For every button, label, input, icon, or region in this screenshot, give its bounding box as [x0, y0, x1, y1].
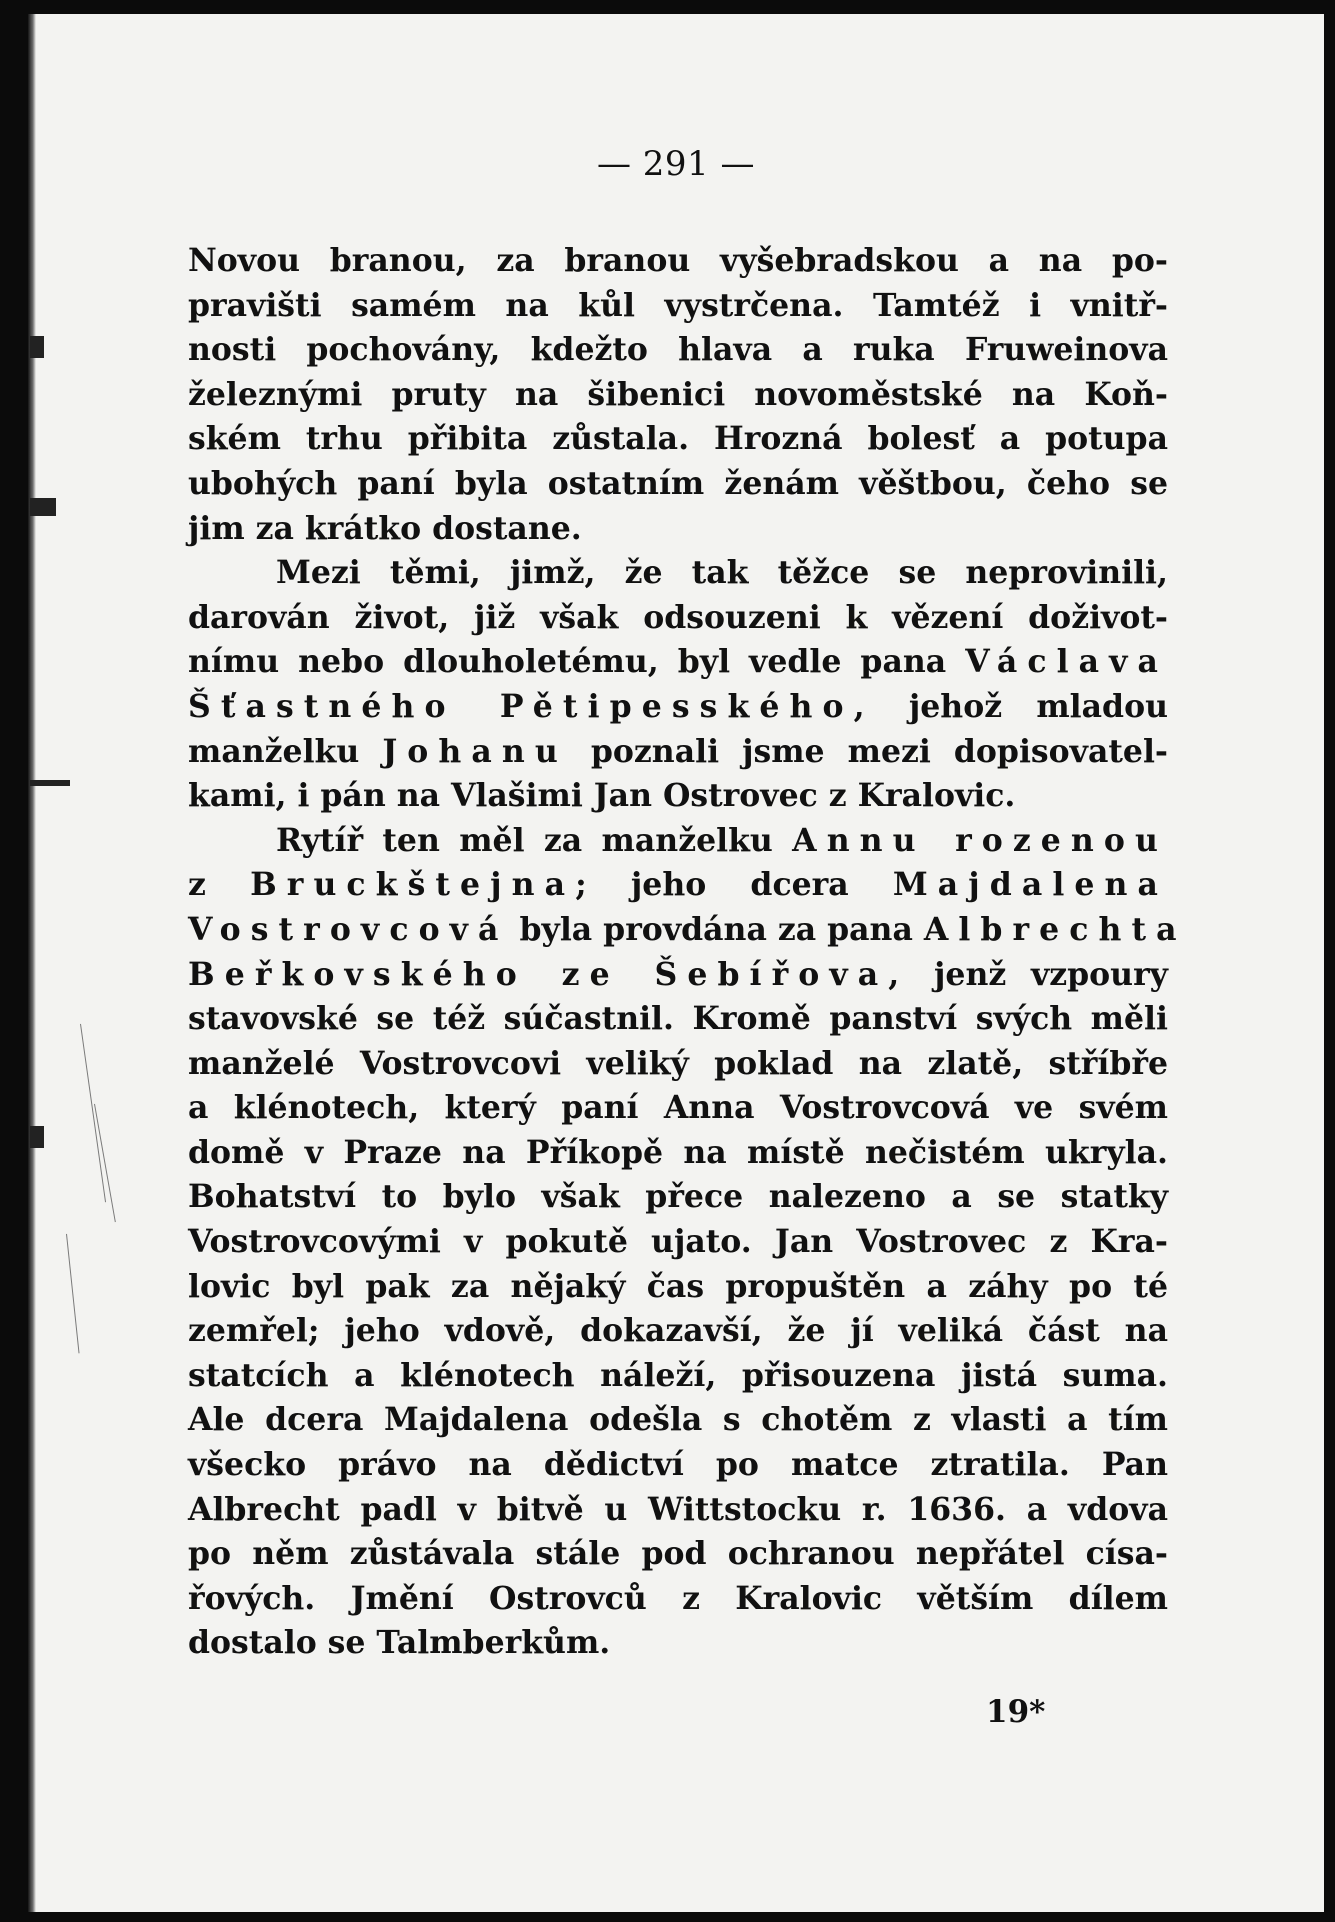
spaced-name: Vostrovcová: [188, 910, 509, 948]
spaced-name: Václava: [965, 643, 1168, 681]
text-segment: Vostrovcovými v pokutě ujato. Jan Vostrovec z Kra-: [188, 1223, 1168, 1261]
text-line: [188, 819, 1168, 864]
text-segment: domě v Praze na Příkopě na místě nečistém ukryla.: [188, 1133, 1168, 1171]
text-line: [188, 284, 1168, 329]
text-line: [188, 1354, 1168, 1399]
spaced-name: Johanu: [382, 732, 568, 770]
spaced-name: Beřkovského ze Šebířova,: [188, 955, 910, 993]
text-segment: nosti pochovány, kdežto hlava a ruka Fruweinova: [188, 331, 1168, 369]
text-segment: Novou branou, za branou vyšebradskou a na po-: [188, 242, 1168, 279]
spaced-name: Šťastného Pětipesského,: [188, 687, 875, 725]
text-line: [188, 1621, 1168, 1666]
text-segment: ském trhu přibita zůstala. Hrozná bolesť a potupa: [188, 420, 1168, 458]
text-line: [188, 997, 1168, 1042]
text-line: [188, 953, 1168, 998]
text-line: [188, 373, 1168, 418]
spaced-name: Majdalena: [892, 866, 1168, 904]
margin-scratch: [80, 1024, 106, 1202]
text-segment: ; jeho dcera: [575, 866, 893, 904]
text-line: [188, 1309, 1168, 1354]
text-segment: řových. Jmění Ostrovců z Kralovic větším dílem: [188, 1579, 1168, 1617]
text-segment: kami, i pán na Vlašimi Jan Ostrovec z Kralovic.: [188, 777, 1016, 815]
signature-mark: 19*: [986, 1694, 1046, 1730]
text-segment: Bohatství to bylo však přece nalezeno a se statky: [188, 1178, 1168, 1216]
text-line: [188, 1086, 1168, 1131]
text-line: [188, 551, 1168, 596]
text-segment: z: [188, 866, 251, 904]
text-segment: po něm zůstávala stále pod ochranou nepřátel císa-: [188, 1535, 1168, 1573]
text-line: [188, 239, 1168, 284]
text-line: [188, 1042, 1168, 1087]
page-number-header: — 291 —: [596, 144, 755, 184]
margin-mark: [30, 780, 70, 786]
text-line: [188, 1488, 1168, 1533]
text-segment: darován život, již však odsouzeni k vězení doživot-: [188, 598, 1168, 636]
text-line: [188, 685, 1168, 730]
text-line: [188, 640, 1168, 685]
text-segment: lovic byl pak za nějaký čas propuštěn a záhy po té: [188, 1267, 1168, 1305]
text-line: [188, 417, 1168, 462]
text-line: [188, 1577, 1168, 1622]
spaced-name: Annu rozenou: [792, 821, 1168, 859]
page-spine-shadow: [28, 14, 36, 1912]
text-segment: nímu nebo dlouholetému, byl vedle pana: [188, 643, 966, 681]
text-line: [188, 507, 1168, 552]
text-segment: Rytíř ten měl za manželku: [276, 821, 793, 859]
text-line: [188, 908, 1187, 953]
text-segment: všecko právo na dědictví po matce ztratila. Pan: [188, 1446, 1168, 1484]
text-segment: jehož mladou: [874, 687, 1168, 725]
text-line: [188, 328, 1168, 373]
book-page: [28, 14, 1324, 1912]
text-segment: statcích a klénotech náleží, přisouzena jistá suma.: [188, 1356, 1168, 1394]
text-segment: Albrecht padl v bitvě u Wittstocku r. 1636. a vdova: [188, 1490, 1168, 1528]
margin-mark: [30, 498, 56, 516]
spaced-name: Bruckštejna: [250, 866, 576, 904]
text-segment: poznali jsme mezi dopisovatel-: [567, 732, 1168, 770]
text-segment: stavovské se též súčastnil. Kromě panství svých měli: [188, 1000, 1168, 1038]
text-line: [188, 1443, 1168, 1488]
text-segment: manželku: [188, 732, 383, 770]
text-segment: Mezi těmi, jimž, že tak těžce se neprovinili,: [276, 554, 1168, 592]
text-segment: a klénotech, který paní Anna Vostrovcová ve svém: [188, 1089, 1168, 1127]
text-line: [188, 1131, 1168, 1176]
margin-scratch: [94, 1104, 116, 1222]
text-line: [188, 1175, 1168, 1220]
text-line: [188, 1220, 1168, 1265]
margin-mark: [30, 336, 44, 358]
text-segment: byla provdána za pana: [508, 910, 924, 948]
text-line: [188, 462, 1168, 507]
body-text: [188, 239, 1187, 1666]
text-segment: jenž vzpoury: [909, 955, 1168, 993]
text-segment: železnými pruty na šibenici novoměstské na Koň-: [188, 375, 1168, 413]
text-line: [188, 1265, 1168, 1310]
text-segment: jim za krátko dostane.: [188, 509, 582, 547]
text-segment: manželé Vostrovcovi veliký poklad na zlatě, stříbře: [188, 1044, 1168, 1082]
text-line: [188, 1532, 1168, 1577]
text-segment: zemřel; jeho vdově, dokazavší, že jí veliká část na: [188, 1312, 1168, 1350]
text-segment: dostalo se Talmberkům.: [188, 1624, 611, 1662]
text-line: [188, 596, 1168, 641]
text-segment: Ale dcera Majdalena odešla s chotěm z vlasti a tím: [188, 1401, 1168, 1439]
text-segment: ubohých paní byla ostatním ženám věštbou, čeho se: [188, 464, 1168, 502]
text-line: [188, 730, 1168, 775]
text-line: [188, 863, 1168, 908]
text-segment: pravišti samém na kůl vystrčena. Tamtéž i vnitř-: [188, 286, 1168, 324]
text-line: [188, 1398, 1168, 1443]
margin-scratch: [66, 1234, 80, 1353]
margin-mark: [30, 1126, 44, 1148]
spaced-name: Albrechta: [923, 910, 1187, 948]
text-line: [188, 774, 1168, 819]
